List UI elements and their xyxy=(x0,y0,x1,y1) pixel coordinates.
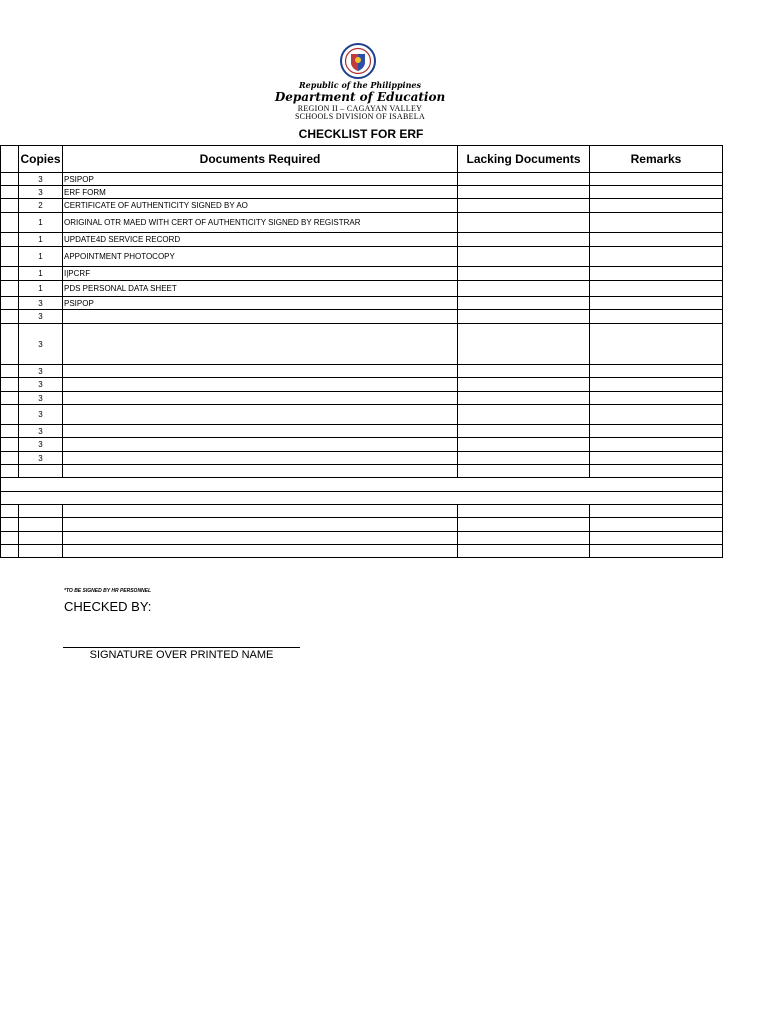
lacking-cell[interactable] xyxy=(458,247,590,267)
remarks-cell[interactable] xyxy=(590,392,723,405)
row-blank-cell xyxy=(1,310,19,324)
row-blank-cell xyxy=(1,247,19,267)
table-header-row xyxy=(1,146,723,173)
lacking-cell[interactable] xyxy=(458,297,590,310)
document-cell: CERTIFICATE OF AUTHENTICITY SIGNED BY AO xyxy=(63,199,458,213)
copies-cell: 3 xyxy=(19,297,63,310)
table-row xyxy=(1,425,723,438)
row-blank-cell xyxy=(1,365,19,378)
lacking-cell[interactable] xyxy=(458,365,590,378)
lacking-cell xyxy=(458,532,590,545)
lacking-cell xyxy=(458,505,590,518)
empty-row xyxy=(1,492,723,505)
empty-row xyxy=(1,465,723,478)
remarks-cell xyxy=(590,545,723,558)
copies-cell: 3 xyxy=(19,173,63,186)
copies-cell xyxy=(19,532,63,545)
region-line: REGION II – CAGAYAN VALLEY xyxy=(297,104,423,113)
document-cell xyxy=(63,532,458,545)
lacking-cell[interactable] xyxy=(458,438,590,452)
lacking-cell[interactable] xyxy=(458,199,590,213)
division-line: SCHOOLS DIVISION OF ISABELA xyxy=(294,112,426,121)
copies-cell: 3 xyxy=(19,452,63,465)
documents-header: Documents Required xyxy=(63,146,458,173)
remarks-cell xyxy=(590,518,723,532)
table-row xyxy=(1,405,723,425)
row-blank-cell xyxy=(1,452,19,465)
page-title: CHECKLIST FOR ERF xyxy=(298,127,424,141)
remarks-cell[interactable] xyxy=(590,267,723,281)
table-row xyxy=(1,186,723,199)
lacking-cell[interactable] xyxy=(458,378,590,392)
copies-header: Copies xyxy=(19,146,63,173)
document-cell: APPOINTMENT PHOTOCOPY xyxy=(63,247,458,267)
copies-cell: 1 xyxy=(19,267,63,281)
signature-label: SIGNATURE OVER PRINTED NAME xyxy=(89,649,274,661)
remarks-cell xyxy=(590,505,723,518)
copies-cell: 2 xyxy=(19,199,63,213)
row-blank-cell xyxy=(1,465,19,478)
row-blank-cell xyxy=(1,378,19,392)
document-cell: UPDATE4D SERVICE RECORD xyxy=(63,233,458,247)
document-cell xyxy=(63,425,458,438)
document-cell xyxy=(63,365,458,378)
signature-line[interactable] xyxy=(63,647,300,648)
copies-cell: 3 xyxy=(19,310,63,324)
remarks-cell[interactable] xyxy=(590,378,723,392)
remarks-cell[interactable] xyxy=(590,247,723,267)
document-cell xyxy=(63,405,458,425)
row-blank-cell xyxy=(1,518,19,532)
document-cell: I|PCRF xyxy=(63,267,458,281)
document-cell xyxy=(63,378,458,392)
checked-by-label: CHECKED BY: xyxy=(64,599,152,614)
row-blank-cell xyxy=(1,545,19,558)
empty-row xyxy=(1,532,723,545)
remarks-cell[interactable] xyxy=(590,405,723,425)
copies-cell xyxy=(19,465,63,478)
copies-cell: 1 xyxy=(19,281,63,297)
copies-cell: 1 xyxy=(19,213,63,233)
lacking-cell[interactable] xyxy=(458,425,590,438)
table-row xyxy=(1,392,723,405)
document-cell xyxy=(63,465,458,478)
remarks-cell[interactable] xyxy=(590,297,723,310)
document-cell xyxy=(63,545,458,558)
table-row xyxy=(1,213,723,233)
lacking-cell[interactable] xyxy=(458,233,590,247)
lacking-cell[interactable] xyxy=(458,213,590,233)
document-cell xyxy=(63,518,458,532)
document-cell xyxy=(63,452,458,465)
copies-cell: 1 xyxy=(19,247,63,267)
deped-seal-icon xyxy=(334,42,382,80)
copies-cell: 3 xyxy=(19,425,63,438)
document-cell: PSIPOP xyxy=(63,297,458,310)
table-row xyxy=(1,310,723,324)
remarks-cell[interactable] xyxy=(590,281,723,297)
table-row xyxy=(1,324,723,365)
remarks-cell[interactable] xyxy=(590,310,723,324)
lacking-cell[interactable] xyxy=(458,405,590,425)
table-row xyxy=(1,267,723,281)
table-row xyxy=(1,297,723,310)
lacking-cell[interactable] xyxy=(458,324,590,365)
merged-empty-cell xyxy=(1,492,723,505)
remarks-header: Remarks xyxy=(590,146,723,173)
copies-cell: 3 xyxy=(19,378,63,392)
lacking-cell[interactable] xyxy=(458,173,590,186)
remarks-cell[interactable] xyxy=(590,365,723,378)
row-blank-cell xyxy=(1,438,19,452)
lacking-cell xyxy=(458,545,590,558)
merged-empty-cell xyxy=(1,478,723,492)
table-row xyxy=(1,281,723,297)
copies-cell: 3 xyxy=(19,438,63,452)
table-row xyxy=(1,452,723,465)
document-cell xyxy=(63,438,458,452)
checklist-table xyxy=(0,145,723,558)
remarks-cell[interactable] xyxy=(590,438,723,452)
remarks-cell[interactable] xyxy=(590,199,723,213)
table-row xyxy=(1,378,723,392)
document-cell: ORIGINAL OTR MAED WITH CERT OF AUTHENTICITY SIGNED BY REGISTRAR xyxy=(63,213,458,233)
document-cell: ERF FORM xyxy=(63,186,458,199)
table-row xyxy=(1,199,723,213)
lacking-cell[interactable] xyxy=(458,186,590,199)
document-cell: PDS PERSONAL DATA SHEET xyxy=(63,281,458,297)
document-cell xyxy=(63,324,458,365)
document-cell xyxy=(63,505,458,518)
table-row xyxy=(1,438,723,452)
row-blank-cell xyxy=(1,425,19,438)
row-blank-cell xyxy=(1,392,19,405)
document-cell xyxy=(63,392,458,405)
lacking-cell xyxy=(458,518,590,532)
remarks-cell[interactable] xyxy=(590,425,723,438)
remarks-cell[interactable] xyxy=(590,173,723,186)
row-blank-cell xyxy=(1,297,19,310)
blank-header-cell xyxy=(1,146,19,173)
lacking-cell[interactable] xyxy=(458,392,590,405)
empty-row xyxy=(1,545,723,558)
row-blank-cell xyxy=(1,199,19,213)
remarks-cell xyxy=(590,465,723,478)
table-row xyxy=(1,365,723,378)
row-blank-cell xyxy=(1,267,19,281)
table-row xyxy=(1,233,723,247)
table-row xyxy=(1,173,723,186)
empty-row xyxy=(1,478,723,492)
copies-cell: 3 xyxy=(19,324,63,365)
row-blank-cell xyxy=(1,281,19,297)
document-cell xyxy=(63,310,458,324)
copies-cell: 3 xyxy=(19,365,63,378)
row-blank-cell xyxy=(1,405,19,425)
row-blank-cell xyxy=(1,186,19,199)
row-blank-cell xyxy=(1,213,19,233)
lacking-cell xyxy=(458,465,590,478)
republic-line: Republic of the Philippines xyxy=(298,80,421,90)
copies-cell xyxy=(19,518,63,532)
copies-cell: 3 xyxy=(19,392,63,405)
copies-cell: 3 xyxy=(19,405,63,425)
row-blank-cell xyxy=(1,233,19,247)
remarks-cell[interactable] xyxy=(590,213,723,233)
copies-cell: 1 xyxy=(19,233,63,247)
lacking-header: Lacking Documents xyxy=(458,146,590,173)
remarks-cell[interactable] xyxy=(590,186,723,199)
document-cell: PSIPOP xyxy=(63,173,458,186)
department-name: Department of Education xyxy=(274,90,446,104)
copies-cell xyxy=(19,505,63,518)
remarks-cell xyxy=(590,532,723,545)
row-blank-cell xyxy=(1,505,19,518)
hr-note: *TO BE SIGNED BY HR PERSONNEL xyxy=(64,588,152,594)
lacking-cell[interactable] xyxy=(458,310,590,324)
empty-row xyxy=(1,505,723,518)
copies-cell xyxy=(19,545,63,558)
table-row xyxy=(1,247,723,267)
lacking-cell[interactable] xyxy=(458,281,590,297)
copies-cell: 3 xyxy=(19,186,63,199)
row-blank-cell xyxy=(1,324,19,365)
remarks-cell[interactable] xyxy=(590,452,723,465)
remarks-cell[interactable] xyxy=(590,324,723,365)
row-blank-cell xyxy=(1,532,19,545)
remarks-cell[interactable] xyxy=(590,233,723,247)
empty-row xyxy=(1,518,723,532)
lacking-cell[interactable] xyxy=(458,452,590,465)
lacking-cell[interactable] xyxy=(458,267,590,281)
row-blank-cell xyxy=(1,173,19,186)
